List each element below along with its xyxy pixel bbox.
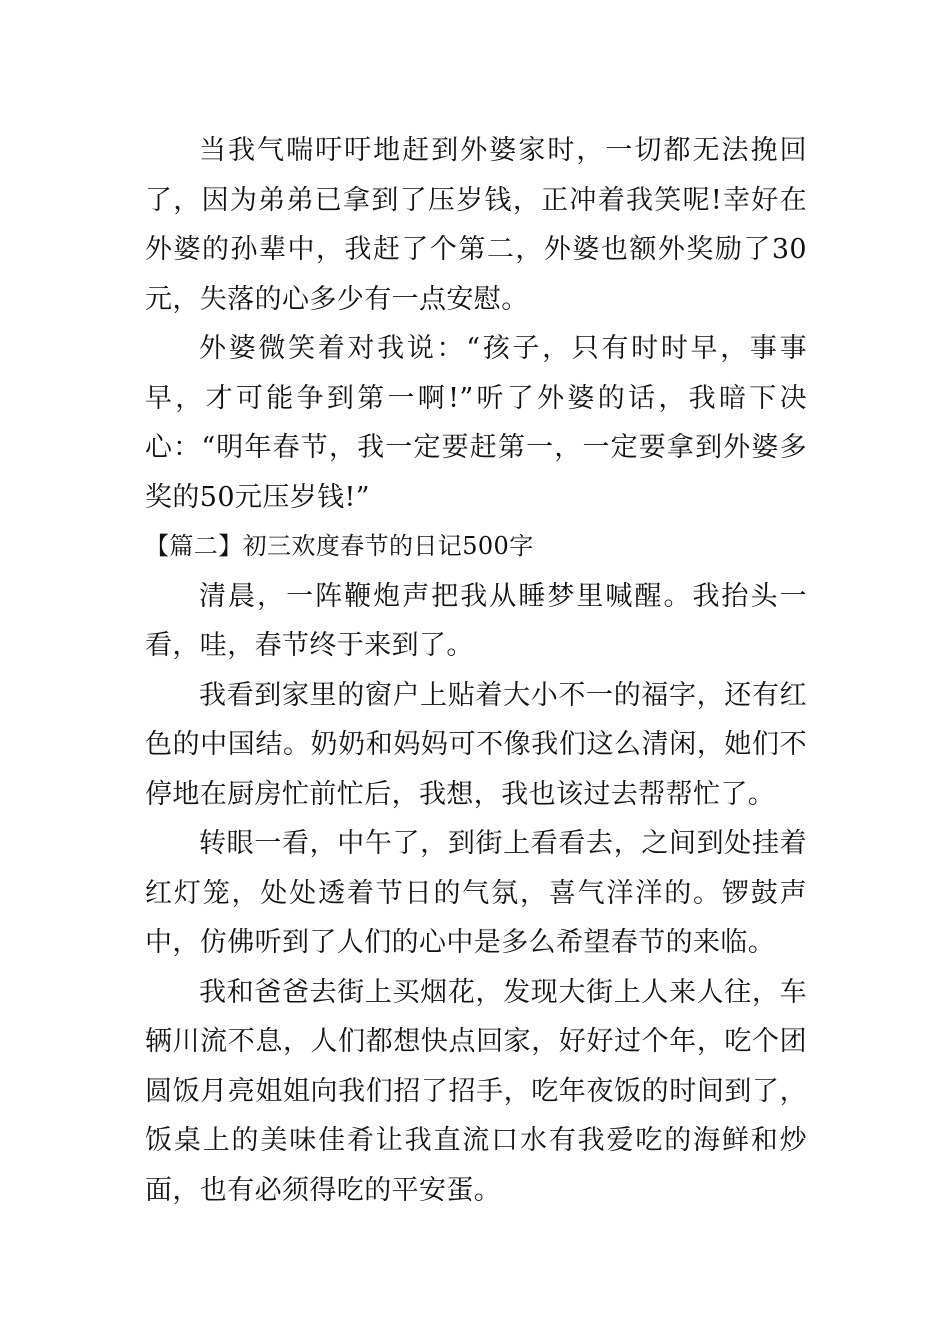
paragraph-5: 转眼一看，中午了，到街上看看去，之间到处挂着红灯笼，处处透着节日的气氛，喜气洋洋的。锣鼓声中，仿佛听到了人们的心中是多么希望春节的来临。 [145, 828, 807, 958]
document-body [145, 126, 807, 1215]
paragraph-6: 我和爸爸去街上买烟花，发现大街上人来人往，车辆川流不息，人们都想快点回家，好好过个年，吃个团圆饭月亮姐姐向我们招了招手，吃年夜饭的时间到了，饭桌上的美味佳肴让我直流口水有我爱吃的海鲜和炒面，也有必须得吃的平安蛋。 [145, 976, 807, 1206]
paragraph-2: 外婆微笑着对我说：“孩子，只有时时早，事事早，才可能争到第一啊!”听了外婆的话，我暗下决心：“明年春节，我一定要赶第一，一定要拿到外婆多奖的50元压岁钱!” [145, 333, 807, 513]
paragraph-1: 当我气喘吁吁地赶到外婆家时，一切都无法挽回了，因为弟弟已拿到了压岁钱，正冲着我笑呢!幸好在外婆的孙辈中，我赶了个第二，外婆也额外奖励了30元，失落的心多少有一点安慰。 [145, 135, 807, 315]
section-heading: 【篇二】初三欢度春节的日记500字 [145, 532, 534, 560]
paragraph-4: 我看到家里的窗户上贴着大小不一的福字，还有红色的中国结。奶奶和妈妈可不像我们这么清闲，她们不停地在厨房忙前忙后，我想，我也该过去帮帮忙了。 [145, 679, 807, 810]
paragraph-3: 清晨，一阵鞭炮声把我从睡梦里喊醒。我抬头一看，哇，春节终于来到了。 [145, 580, 807, 661]
